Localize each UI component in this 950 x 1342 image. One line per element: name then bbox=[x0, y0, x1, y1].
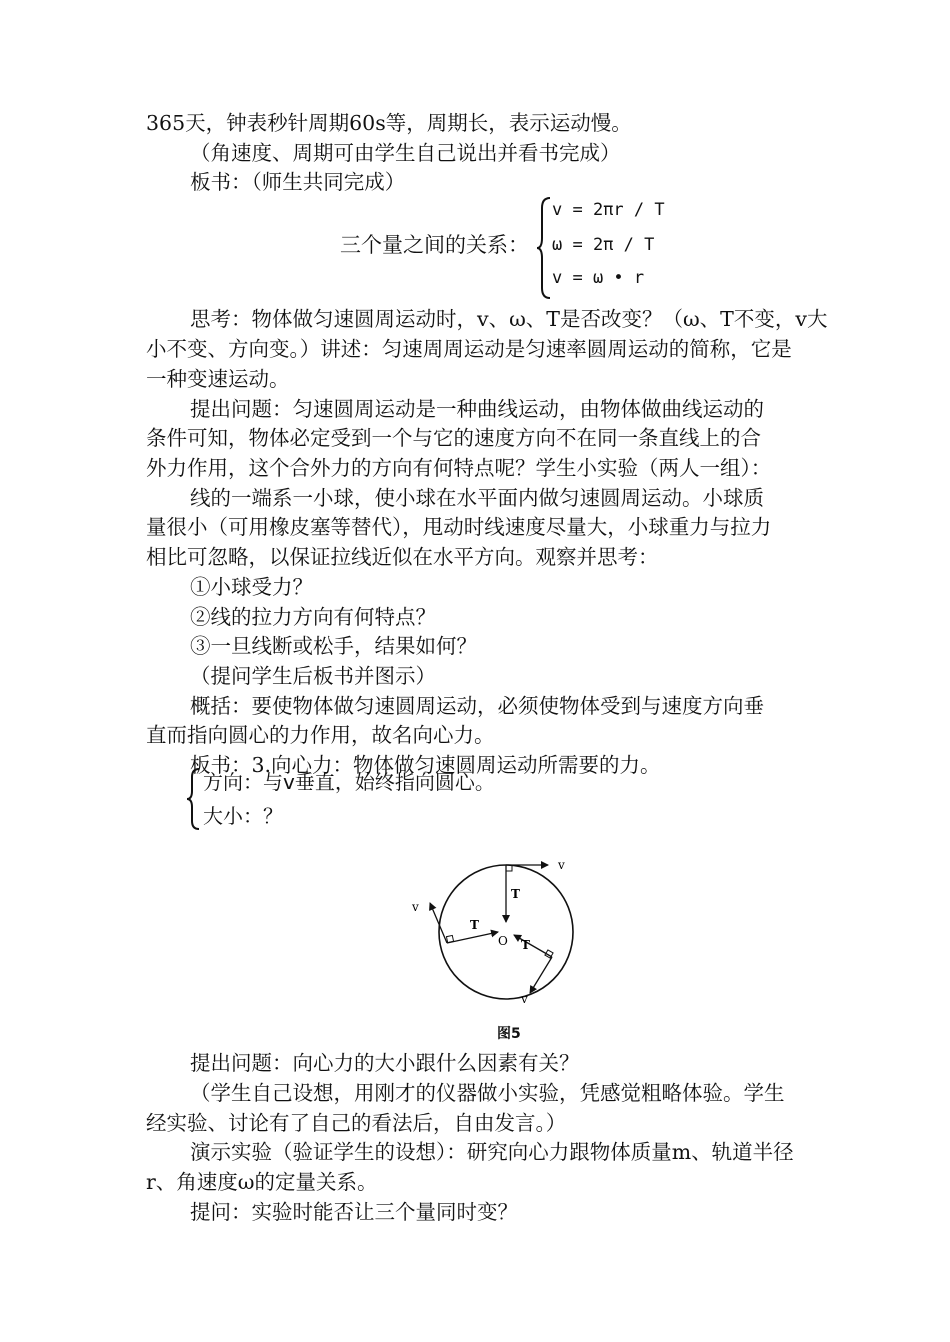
tension-arrow-right bbox=[514, 935, 552, 957]
text-line-18: 直而指向圆心的力作用，故名向心力。 bbox=[146, 723, 495, 747]
circular-motion-figure bbox=[400, 845, 580, 1015]
tension-label-left: T bbox=[470, 918, 479, 932]
text-line-12: 相比可忽略，以保证拉线近似在水平方向。观察并思考： bbox=[146, 545, 659, 569]
velocity-label-top: v bbox=[558, 858, 565, 872]
text-line-23: 演示实验（验证学生的设想）：研究向心力跟物体质量m、轨道半径 bbox=[190, 1140, 794, 1164]
formula-omega-eq: ω = 2π / T bbox=[552, 235, 655, 255]
formula-v-omega-r: v = ω • r bbox=[552, 268, 645, 288]
text-line-9: 外力作用，这个合外力的方向有何特点呢？学生小实验（两人一组）： bbox=[146, 456, 772, 480]
tension-arrow-left bbox=[447, 932, 498, 943]
velocity-label-left: v bbox=[412, 900, 419, 914]
text-line-8: 条件可知，物体必定受到一个与它的速度方向不在同一条直线上的合 bbox=[146, 426, 761, 450]
center-label: O bbox=[498, 934, 508, 948]
text-line-7: 提出问题：匀速圆周运动是一种曲线运动，由物体做曲线运动的 bbox=[190, 397, 764, 421]
text-line-17: 概括：要使物体做匀速圆周运动，必须使物体受到与速度方向垂 bbox=[190, 694, 764, 718]
text-line-13: ①小球受力？ bbox=[190, 575, 313, 599]
text-line-16: （提问学生后板书并图示） bbox=[190, 664, 436, 688]
text-line-19: 板书：3.向心力：物体做匀速圆周运动所需要的力。 bbox=[190, 753, 661, 777]
text-line-14: ②线的拉力方向有何特点？ bbox=[190, 605, 436, 629]
force-magnitude: 大小：？ bbox=[203, 804, 283, 828]
text-line-11: 量很小（可用橡皮塞等替代），甩动时线速度尽量大，小球重力与拉力 bbox=[146, 515, 772, 539]
formula-v-eq: v = 2πr / T bbox=[552, 200, 665, 220]
text-line-3: 板书：（师生共同完成） bbox=[190, 170, 406, 194]
text-line-15: ③一旦线断或松手，结果如何？ bbox=[190, 634, 477, 658]
text-line-22: 经实验、讨论有了自己的看法后，自由发言。） bbox=[146, 1111, 567, 1135]
left-brace-icon bbox=[186, 767, 202, 831]
text-line-5: 小不变、方向变。）讲述：匀速周周运动是匀速率圆周运动的简称，它是 bbox=[146, 337, 792, 361]
text-line-24: r、角速度ω的定量关系。 bbox=[146, 1170, 378, 1194]
text-line-4: 思考：物体做匀速圆周运动时，v、ω、T是否改变？（ω、T不变，v大 bbox=[190, 307, 828, 331]
text-line-2: （角速度、周期可由学生自己说出并看书完成） bbox=[190, 141, 621, 165]
text-line-20: 提出问题：向心力的大小跟什么因素有关？ bbox=[190, 1051, 580, 1075]
force-direction: 方向：与v垂直，始终指向圆心。 bbox=[203, 770, 495, 794]
relation-label: 三个量之间的关系： bbox=[340, 233, 529, 257]
text-line-6: 一种变速运动。 bbox=[146, 367, 290, 391]
tension-label-top: T bbox=[511, 887, 520, 901]
text-line-21: （学生自己设想，用刚才的仪器做小实验，凭感觉粗略体验。学生 bbox=[190, 1081, 785, 1105]
tension-label-right: T bbox=[521, 938, 530, 952]
figure-caption: 图5 bbox=[497, 1026, 521, 1042]
text-line-10: 线的一端系一小球，使小球在水平面内做匀速圆周运动。小球质 bbox=[190, 486, 764, 510]
velocity-arrow-right bbox=[530, 957, 552, 993]
text-line-1: 365天，钟表秒针周期60s等，周期长，表示运动慢。 bbox=[146, 111, 632, 135]
text-line-25: 提问：实验时能否让三个量同时变？ bbox=[190, 1200, 518, 1224]
velocity-label-right: v bbox=[521, 992, 528, 1006]
